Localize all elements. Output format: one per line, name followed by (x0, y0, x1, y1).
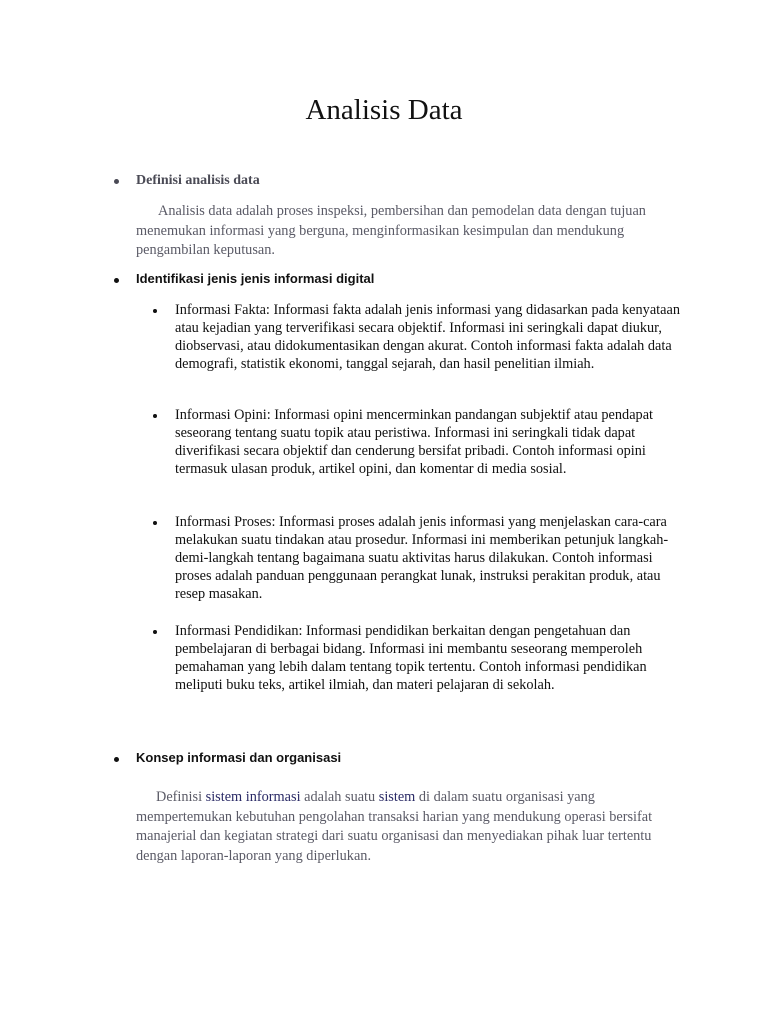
sub-bullet-icon (153, 309, 157, 313)
bullet-icon (114, 179, 119, 184)
bullet-icon (114, 278, 119, 283)
sub-bullet-icon (153, 414, 157, 418)
bullet-icon (114, 757, 119, 762)
section-paragraph-definisi (136, 202, 676, 261)
section-heading-identifikasi: Identifikasi jenis jenis informasi digital (136, 271, 375, 286)
document-title: Analisis Data (305, 94, 463, 126)
paragraph-text: adalah suatu (300, 789, 379, 805)
sub-bullet-icon (153, 630, 157, 634)
sub-bullet-icon (153, 521, 157, 525)
list-item: Informasi Opini: Informasi opini mencerminkan pandangan subjektif atau pendapat seseorang tentang suatu topik atau peristiwa. Informasi ini seringkali tidak dapat diverifikasi secara objektif dan cenderung bersifat pribadi. Contoh informasi opini termasuk ulasan produk, artikel opini, dan komentar di media sosial. (175, 407, 654, 477)
paragraph-text: Analisis data adalah proses inspeksi, pembersihan dan pemodelan data dengan tujuan menemukan informasi yang berguna, menginformasikan kesimpulan dan mendukung pengambilan keputusan. (136, 203, 646, 258)
paragraph-text: Definisi (156, 789, 206, 805)
list-item: Informasi Proses: Informasi proses adalah jenis informasi yang menjelaskan cara-cara melakukan suatu tindakan atau prosedur. Informasi ini memberikan petunjuk langkah-demi-langkah tentang bagaimana suatu aktivitas harus dilakukan. Contoh informasi proses adalah panduan penggunaan perangkat lunak, instruksi perakitan produk, atau resep masakan. (175, 514, 669, 602)
list-item: Informasi Fakta: Informasi fakta adalah jenis informasi yang didasarkan pada kenyataan atau kejadian yang terverifikasi secara objektif. Informasi ini seringkali dapat diukur, diobservasi, atau didokumentasikan dengan akurat. Contoh informasi fakta adalah data demografi, statistik ekonomi, tanggal sejarah, dan hasil penelitian ilmiah. (175, 302, 680, 372)
paragraph-text: di dalam suatu organisasi yang mempertemukan kebutuhan pengolahan transaksi harian yang mendukung operasi bersifat manajerial dan kegiatan strategi dari suatu organisasi dan menyediakan pihak luar tertentu dengan laporan-laporan yang diperlukan. (136, 789, 653, 864)
section-paragraph-konsep (136, 788, 684, 866)
section-heading-konsep: Konsep informasi dan organisasi (136, 750, 342, 765)
link-sistem[interactable]: sistem (378, 789, 416, 805)
section-heading-definisi: Definisi analisis data (136, 173, 260, 188)
list-item: Informasi Pendidikan: Informasi pendidikan berkaitan dengan pengetahuan dan pembelajaran di berbagai bidang. Informasi ini membantu seseorang memperoleh pemahaman yang lebih dalam tentang topik tertentu. Contoh informasi pendidikan meliputi buku teks, artikel ilmiah, dan materi pelajaran di sekolah. (175, 623, 647, 693)
link-sistem-informasi[interactable]: sistem informasi (205, 789, 301, 805)
